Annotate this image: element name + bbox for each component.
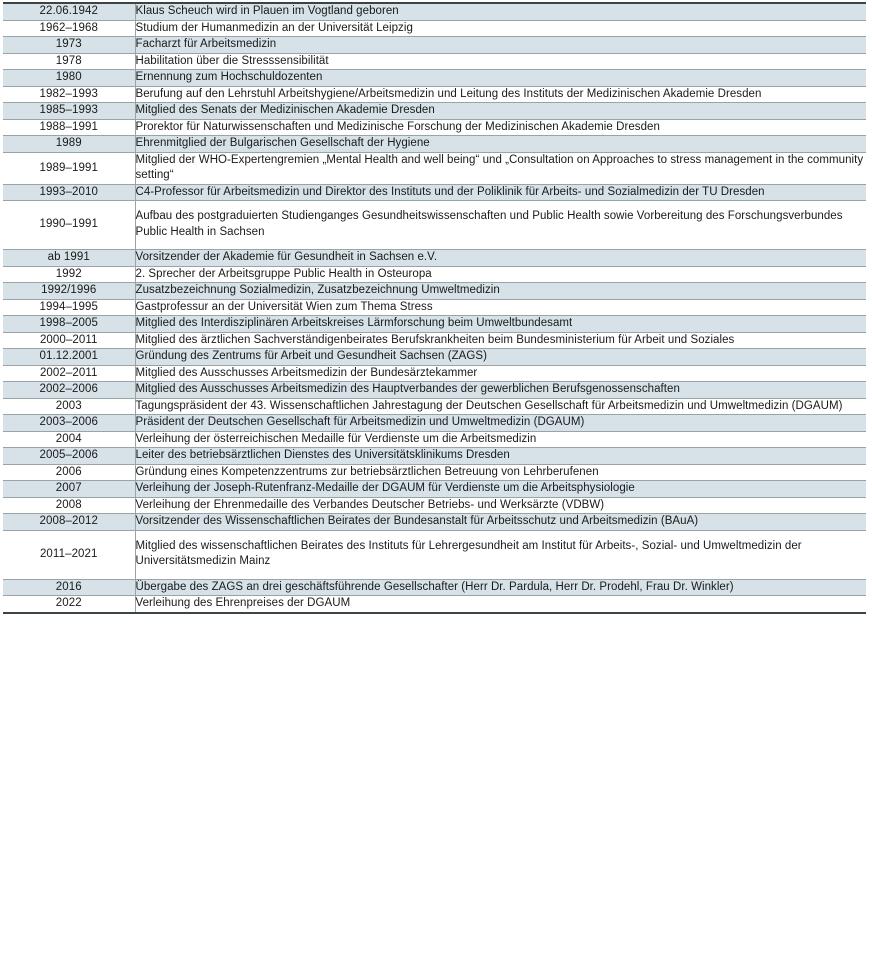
row-date-cell: 1985–1993 xyxy=(3,103,135,120)
table-row xyxy=(3,136,866,153)
table-row xyxy=(3,382,866,399)
table-row xyxy=(3,596,866,613)
table-row xyxy=(3,3,866,20)
table-row xyxy=(3,579,866,596)
row-date-cell: ab 1991 xyxy=(3,250,135,267)
table-row xyxy=(3,299,866,316)
table-row xyxy=(3,119,866,136)
row-date-cell: 1998–2005 xyxy=(3,316,135,333)
row-date-cell: 1992 xyxy=(3,266,135,283)
row-event-cell: Präsident der Deutschen Gesellschaft für Arbeitsmedizin und Umweltmedizin (DGAUM) xyxy=(135,415,866,432)
vita-table-container xyxy=(3,0,869,614)
table-row xyxy=(3,448,866,465)
row-date-cell: 1988–1991 xyxy=(3,119,135,136)
row-date-cell: 2000–2011 xyxy=(3,332,135,349)
table-row xyxy=(3,266,866,283)
row-event-cell: Habilitation über die Stresssensibilität xyxy=(135,53,866,70)
row-event-cell: Gründung des Zentrums für Arbeit und Gesundheit Sachsen (ZAGS) xyxy=(135,349,866,366)
row-event-cell: Mitglied des Senats der Medizinischen Akademie Dresden xyxy=(135,103,866,120)
row-date-cell: 1994–1995 xyxy=(3,299,135,316)
row-event-cell: Vorsitzender der Akademie für Gesundheit in Sachsen e.V. xyxy=(135,250,866,267)
table-row xyxy=(3,398,866,415)
table-row xyxy=(3,103,866,120)
row-event-cell: Vorsitzender des Wissenschaftlichen Beirates der Bundesanstalt für Arbeitsschutz und Arbeitsmedizin (BAuA) xyxy=(135,514,866,531)
row-event-cell: Aufbau des postgraduierten Studienganges Gesundheitswissenschaften und Public Health sowie Vorbereitung des Forschungsverbundes Public Health in Sachsen xyxy=(135,201,866,250)
row-event-cell: Übergabe des ZAGS an drei geschäftsführende Gesellschafter (Herr Dr. Pardula, Herr Dr. Prodehl, Frau Dr. Winkler) xyxy=(135,579,866,596)
row-date-cell: 01.12.2001 xyxy=(3,349,135,366)
table-row xyxy=(3,184,866,201)
row-date-cell: 2022 xyxy=(3,596,135,613)
row-event-cell: Zusatzbezeichnung Sozialmedizin, Zusatzbezeichnung Umweltmedizin xyxy=(135,283,866,300)
row-event-cell: Gründung eines Kompetenzzentrums zur betriebsärztlichen Betreuung von Lehrberufenen xyxy=(135,464,866,481)
table-row xyxy=(3,152,866,184)
row-event-cell: Ernennung zum Hochschuldozenten xyxy=(135,70,866,87)
vita-table-body xyxy=(3,3,866,613)
table-row xyxy=(3,349,866,366)
row-event-cell: Gastprofessur an der Universität Wien zum Thema Stress xyxy=(135,299,866,316)
row-event-cell: Tagungspräsident der 43. Wissenschaftlichen Jahrestagung der Deutschen Gesellschaft für Arbeitsmedizin und Umweltmedizin (DGAUM) xyxy=(135,398,866,415)
table-row xyxy=(3,37,866,54)
table-row xyxy=(3,464,866,481)
table-row xyxy=(3,201,866,250)
row-date-cell: 1980 xyxy=(3,70,135,87)
row-event-cell: Mitglied der WHO-Expertengremien „Mental Health and well being“ und „Consultation on Approaches to stress management in the community setting“ xyxy=(135,152,866,184)
row-date-cell: 2003 xyxy=(3,398,135,415)
row-date-cell: 2006 xyxy=(3,464,135,481)
table-row xyxy=(3,415,866,432)
row-date-cell: 2007 xyxy=(3,481,135,498)
row-date-cell: 1989–1991 xyxy=(3,152,135,184)
table-row xyxy=(3,53,866,70)
row-event-cell: Leiter des betriebsärztlichen Dienstes des Universitätsklinikums Dresden xyxy=(135,448,866,465)
table-row xyxy=(3,497,866,514)
table-row xyxy=(3,332,866,349)
row-event-cell: 2. Sprecher der Arbeitsgruppe Public Health in Osteuropa xyxy=(135,266,866,283)
row-date-cell: 1989 xyxy=(3,136,135,153)
row-event-cell: Klaus Scheuch wird in Plauen im Vogtland geboren xyxy=(135,3,866,20)
row-date-cell: 2005–2006 xyxy=(3,448,135,465)
row-event-cell: Mitglied des Interdisziplinären Arbeitskreises Lärmforschung beim Umweltbundesamt xyxy=(135,316,866,333)
row-date-cell: 2004 xyxy=(3,431,135,448)
table-row xyxy=(3,365,866,382)
row-date-cell: 1992/1996 xyxy=(3,283,135,300)
table-row xyxy=(3,316,866,333)
row-date-cell: 2008 xyxy=(3,497,135,514)
row-date-cell: 2008–2012 xyxy=(3,514,135,531)
row-event-cell: Mitglied des ärztlichen Sachverständigenbeirates Berufskrankheiten beim Bundesministerium für Arbeit und Soziales xyxy=(135,332,866,349)
table-row xyxy=(3,20,866,37)
row-event-cell: Verleihung der Ehrenmedaille des Verbandes Deutscher Betriebs- und Werksärzte (VDBW) xyxy=(135,497,866,514)
row-date-cell: 1993–2010 xyxy=(3,184,135,201)
row-date-cell: 1978 xyxy=(3,53,135,70)
table-row xyxy=(3,86,866,103)
row-date-cell: 1990–1991 xyxy=(3,201,135,250)
row-event-cell: Verleihung der österreichischen Medaille für Verdienste um die Arbeitsmedizin xyxy=(135,431,866,448)
row-date-cell: 1973 xyxy=(3,37,135,54)
row-event-cell: Prorektor für Naturwissenschaften und Medizinische Forschung der Medizinischen Akademie Dresden xyxy=(135,119,866,136)
table-row xyxy=(3,514,866,531)
row-event-cell: C4-Professor für Arbeitsmedizin und Direktor des Instituts und der Poliklinik für Arbeits- und Sozialmedizin der TU Dresden xyxy=(135,184,866,201)
row-date-cell: 2003–2006 xyxy=(3,415,135,432)
table-row xyxy=(3,250,866,267)
row-date-cell: 2016 xyxy=(3,579,135,596)
table-row xyxy=(3,70,866,87)
row-date-cell: 1982–1993 xyxy=(3,86,135,103)
row-date-cell: 2002–2011 xyxy=(3,365,135,382)
row-date-cell: 1962–1968 xyxy=(3,20,135,37)
row-date-cell: 2002–2006 xyxy=(3,382,135,399)
vita-timeline-table xyxy=(3,2,866,614)
row-event-cell: Ehrenmitglied der Bulgarischen Gesellschaft der Hygiene xyxy=(135,136,866,153)
row-event-cell: Verleihung der Joseph-Rutenfranz-Medaille der DGAUM für Verdienste um die Arbeitsphysiologie xyxy=(135,481,866,498)
table-row xyxy=(3,530,866,579)
table-row xyxy=(3,283,866,300)
table-row xyxy=(3,431,866,448)
row-event-cell: Mitglied des wissenschaftlichen Beirates des Instituts für Lehrergesundheit am Institut für Arbeits-, Sozial- und Umweltmedizin der Universitätsmedizin Mainz xyxy=(135,530,866,579)
row-event-cell: Berufung auf den Lehrstuhl Arbeitshygiene/Arbeitsmedizin und Leitung des Instituts der Medizinischen Akademie Dresden xyxy=(135,86,866,103)
table-row xyxy=(3,481,866,498)
row-event-cell: Verleihung des Ehrenpreises der DGAUM xyxy=(135,597,351,609)
row-event-cell: Studium der Humanmedizin an der Universität Leipzig xyxy=(135,20,866,37)
row-event-cell: Mitglied des Ausschusses Arbeitsmedizin des Hauptverbandes der gewerblichen Berufsgenossenschaften xyxy=(135,382,866,399)
row-event-cell: Mitglied des Ausschusses Arbeitsmedizin der Bundesärztekammer xyxy=(135,365,866,382)
row-event-cell: Facharzt für Arbeitsmedizin xyxy=(135,37,866,54)
row-date-cell: 22.06.1942 xyxy=(3,3,135,20)
row-date-cell: 2011–2021 xyxy=(3,530,135,579)
